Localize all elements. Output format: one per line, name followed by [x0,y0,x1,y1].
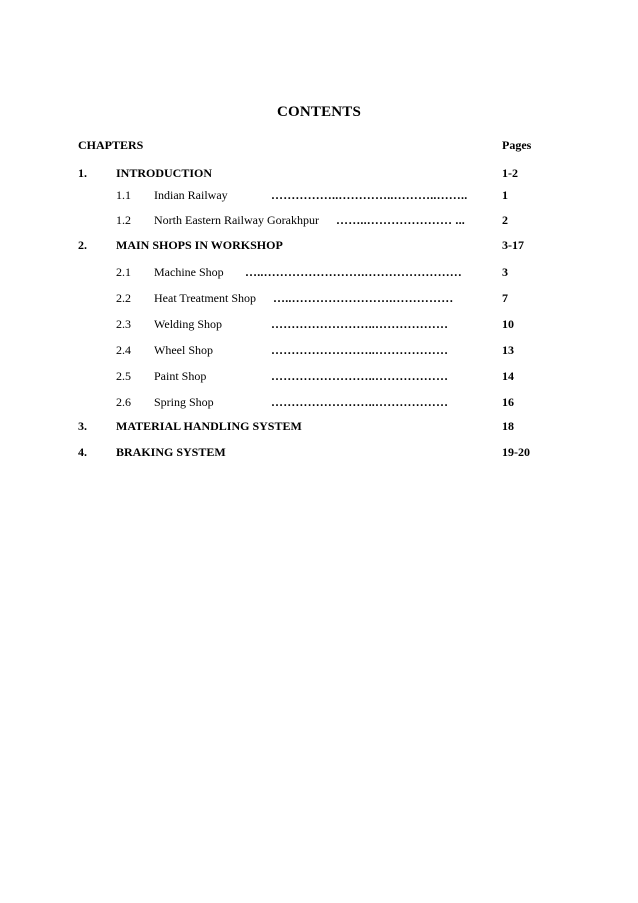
chapter-number: 4. [78,445,87,459]
chapter-title: BRAKING SYSTEM [116,445,226,459]
dot-leader: ……………………..……………… [271,369,449,383]
page-number: 7 [502,291,508,305]
section-number: 2.4 [116,343,131,357]
page-number: 1-2 [502,166,518,180]
section-number: 2.3 [116,317,131,331]
page-number: 16 [502,395,514,409]
section-title: Spring Shop [154,395,214,409]
dot-leader: ……………………..……………… [271,317,449,331]
page-number: 3-17 [502,238,524,252]
page-number: 13 [502,343,514,357]
chapter-title: MATERIAL HANDLING SYSTEM [116,419,302,433]
section-title: Indian Railway [154,188,228,202]
section-title: Heat Treatment Shop [154,291,256,305]
section-number: 2.1 [116,265,131,279]
chapter-number: 2. [78,238,87,252]
section-number: 2.5 [116,369,131,383]
pages-header: Pages [502,138,532,152]
page-number: 18 [502,419,514,433]
page-number: 14 [502,369,514,383]
chapter-title: MAIN SHOPS IN WORKSHOP [116,238,283,252]
dot-leader: ……..………………… ... [336,213,465,227]
chapter-number: 1. [78,166,87,180]
section-title: Welding Shop [154,317,223,331]
dot-leader: …..…………………….…………………… [245,265,462,279]
page-number: 2 [502,213,508,227]
section-number: 2.6 [116,395,131,409]
section-title: North Eastern Railway Gorakhpur [154,213,319,227]
page-number: 1 [502,188,508,202]
dot-leader: ……………………..……………… [271,395,449,409]
section-title: Paint Shop [154,369,207,383]
chapters-header: CHAPTERS [78,138,144,152]
section-number: 1.1 [116,188,131,202]
page-number: 10 [502,317,514,331]
dot-leader: …..…………………….…………… [273,291,454,305]
dot-leader: ……………..…………..………..…….. [271,188,468,202]
page-number: 3 [502,265,508,279]
chapter-title: INTRODUCTION [116,166,213,180]
section-number: 2.2 [116,291,131,305]
section-title: Machine Shop [154,265,224,279]
page-number: 19-20 [502,445,530,459]
section-title: Wheel Shop [154,343,213,357]
section-number: 1.2 [116,213,131,227]
page-title: CONTENTS [276,104,362,120]
chapter-number: 3. [78,419,87,433]
dot-leader: ……………………..……………… [271,343,449,357]
